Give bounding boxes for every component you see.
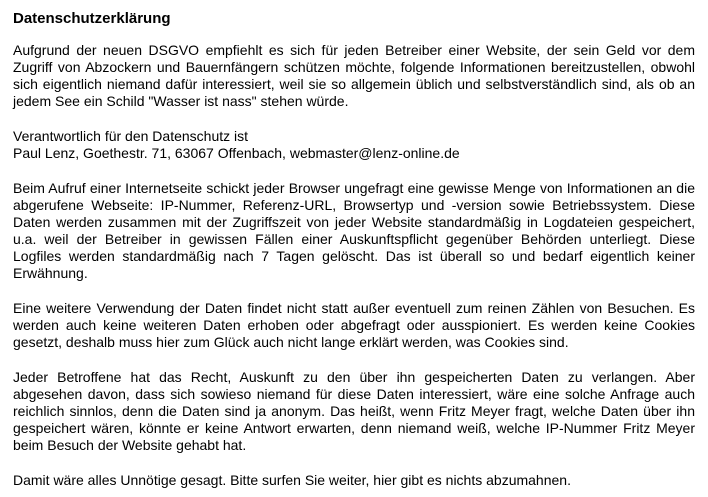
responsible-contact: Paul Lenz, Goethestr. 71, 63067 Offenbach, webmaster@lenz-online.de [13,145,460,161]
right-to-information-paragraph: Jeder Betroffene hat das Recht, Auskunft zu den über ihn gespeicherten Daten zu verlangen. Aber abgesehen davon, dass sich sowieso niemand für diese Daten interessiert, wäre eine solche Anfrage auch reichlich sinnlos, denn die Daten sind ja anonym. Das heißt, wenn Fritz Meyer fragt, welche Daten über ihn gespeichert wären, könnte er keine Antwort erwarten, denn niemand weiß, welche IP-Nummer Fritz Meyer beim Besuch der Website gehabt hat. [13,369,695,453]
browser-data-paragraph: Beim Aufruf einer Internetseite schickt jeder Browser ungefragt eine gewisse Menge von Informationen an die abgerufene Webseite: IP-Nummer, Referenz-URL, Browsertyp und -version sowie Betriebssystem. Diese Daten werden zusammen mit der Zugriffszeit von jeder Website standardmäßig in Logdateien gespeichert, u.a. weil der Betreiber in gewissen Fällen einer Auskunftspflicht gegenüber Behörden unterliegt. Diese Logfiles werden standardmäßig nach 7 Tagen gelöscht. Das ist überall so und bedarf eigentlich keiner Erwähnung. [13,180,695,281]
responsible-heading: Verantwortlich für den Datenschutz ist [13,128,249,144]
page-title: Datenschutzerklärung [13,10,171,27]
closing-paragraph: Damit wäre alles Unnötige gesagt. Bitte surfen Sie weiter, hier gibt es nichts abzumahnen. [13,472,571,488]
data-usage-paragraph: Eine weitere Verwendung der Daten findet nicht statt außer eventuell zum reinen Zählen von Besuchen. Es werden auch keine weiteren Daten erhoben oder abgefragt oder ausspioniert. Es werden keine Cookies gesetzt, deshalb muss hier zum Glück auch nicht lange erklärt werden, was Cookies sind. [13,300,695,350]
intro-paragraph: Aufgrund der neuen DSGVO empfiehlt es sich für jeden Betreiber einer Website, der sein Geld vor dem Zugriff von Abzockern und Bauernfängern schützen möchte, folgende Informationen bereitzustellen, obwohl sich eigentlich niemand dafür interessiert, weil sie so allgemein üblich und selbstverständlich sind, als ob an jedem See ein Schild "Wasser ist nass" stehen würde. [13,42,695,109]
responsible-party-block [13,128,695,162]
